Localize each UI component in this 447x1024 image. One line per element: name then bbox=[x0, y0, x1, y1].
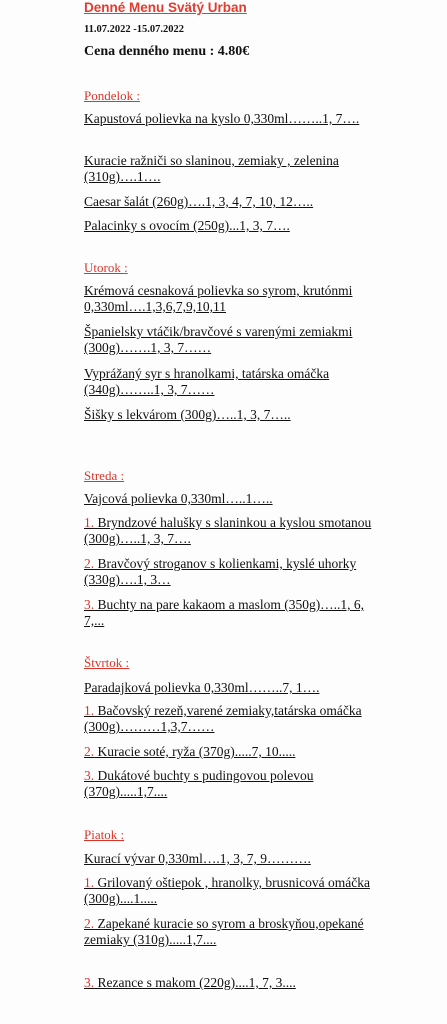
item-text: Bryndzové halušky s slaninkou a kyslou smotanou (300g)…..1, 3, 7…. bbox=[84, 515, 372, 546]
menu-item bbox=[84, 851, 384, 867]
item-text: Bravčový stroganov s kolienkami, kyslé uhorky (330g)….1, 3… bbox=[84, 556, 357, 587]
menu-item bbox=[84, 283, 384, 315]
item-text: Kapustová polievka na kyslo 0,330ml……..1, 7…. bbox=[84, 111, 360, 126]
day-heading-monday: Pondelok : bbox=[84, 88, 140, 103]
menu-item bbox=[84, 194, 384, 210]
item-text: Vajcová polievka 0,330ml…..1….. bbox=[84, 491, 273, 506]
item-text: Vyprážaný syr s hranolkami, tatárska omáčka (340g)……..1, 3, 7…… bbox=[84, 366, 330, 397]
item-text: Bačovský rezeň,varené zemiaky,tatárska omáčka (300g)………1,3,7…… bbox=[84, 703, 362, 734]
menu-item bbox=[84, 111, 384, 127]
item-text: Zapekané kuracie so syrom a broskyňou,opekané zemiaky (310g).....1,7.... bbox=[84, 916, 364, 947]
menu-item bbox=[84, 491, 384, 507]
menu-item bbox=[84, 703, 384, 735]
menu-item bbox=[84, 515, 384, 547]
menu-item bbox=[84, 324, 384, 356]
item-number: 3. bbox=[84, 597, 95, 612]
item-text: Kuracie soté, ryža (370g).....7, 10..... bbox=[97, 744, 296, 759]
item-text: Kuracie ražniči so slaninou, zemiaky , zelenina (310g)….1…. bbox=[84, 153, 339, 184]
menu-item bbox=[84, 916, 384, 948]
day-heading-tuesday: Utorok : bbox=[84, 260, 128, 275]
menu-item bbox=[84, 597, 384, 629]
item-number: 2. bbox=[84, 744, 95, 759]
menu-item bbox=[84, 407, 384, 423]
item-text: Caesar šalát (260g)….1, 3, 4, 7, 10, 12….. bbox=[84, 194, 314, 209]
menu-title: Denné Menu Svätý Urban bbox=[84, 0, 247, 15]
menu-item bbox=[84, 153, 384, 185]
item-text: Grilovaný oštiepok , hranolky, brusnicová omáčka (300g)....1..... bbox=[84, 875, 370, 906]
menu-item bbox=[84, 744, 384, 760]
item-text: Španielsky vtáčik/bravčové s varenými zemiakmi (300g)…….1, 3, 7…… bbox=[84, 324, 353, 355]
item-text: Kurací vývar 0,330ml….1, 3, 7, 9………. bbox=[84, 851, 311, 866]
day-heading-thursday: Štvrtok : bbox=[84, 655, 130, 670]
item-number: 2. bbox=[84, 916, 95, 931]
menu-item bbox=[84, 975, 384, 991]
item-number: 1. bbox=[84, 703, 95, 718]
item-number: 3. bbox=[84, 975, 95, 990]
item-text: Buchty na pare kakaom a maslom (350g)…..1, 6, 7,... bbox=[84, 597, 365, 628]
item-text: Rezance s makom (220g)....1, 7, 3.... bbox=[97, 975, 296, 990]
item-number: 1. bbox=[84, 515, 95, 530]
menu-dates: 11.07.2022 -15.07.2022 bbox=[84, 24, 185, 35]
menu-item bbox=[84, 875, 384, 907]
item-text: Šišky s lekvárom (300g)…..1, 3, 7….. bbox=[84, 407, 291, 422]
item-text: Dukátové buchty s pudingovou polevou (370g).....1,7.... bbox=[84, 768, 314, 799]
menu-item bbox=[84, 366, 384, 398]
menu-item bbox=[84, 680, 384, 696]
menu-item bbox=[84, 218, 384, 234]
day-heading-wednesday: Streda : bbox=[84, 468, 125, 483]
item-text: Palacinky s ovocím (250g)...1, 3, 7…. bbox=[84, 218, 290, 233]
menu-price: Cena denného menu : 4.80€ bbox=[84, 44, 250, 59]
item-number: 2. bbox=[84, 556, 95, 571]
day-heading-friday: Piatok : bbox=[84, 827, 125, 842]
item-text: Paradajková polievka 0,330ml……..7, 1…. bbox=[84, 680, 320, 695]
menu-item bbox=[84, 556, 384, 588]
item-number: 1. bbox=[84, 875, 95, 890]
menu-item bbox=[84, 768, 384, 800]
item-text: Krémová cesnaková polievka so syrom, krutónmi 0,330ml….1,3,6,7,9,10,11 bbox=[84, 283, 353, 314]
item-number: 3. bbox=[84, 768, 95, 783]
